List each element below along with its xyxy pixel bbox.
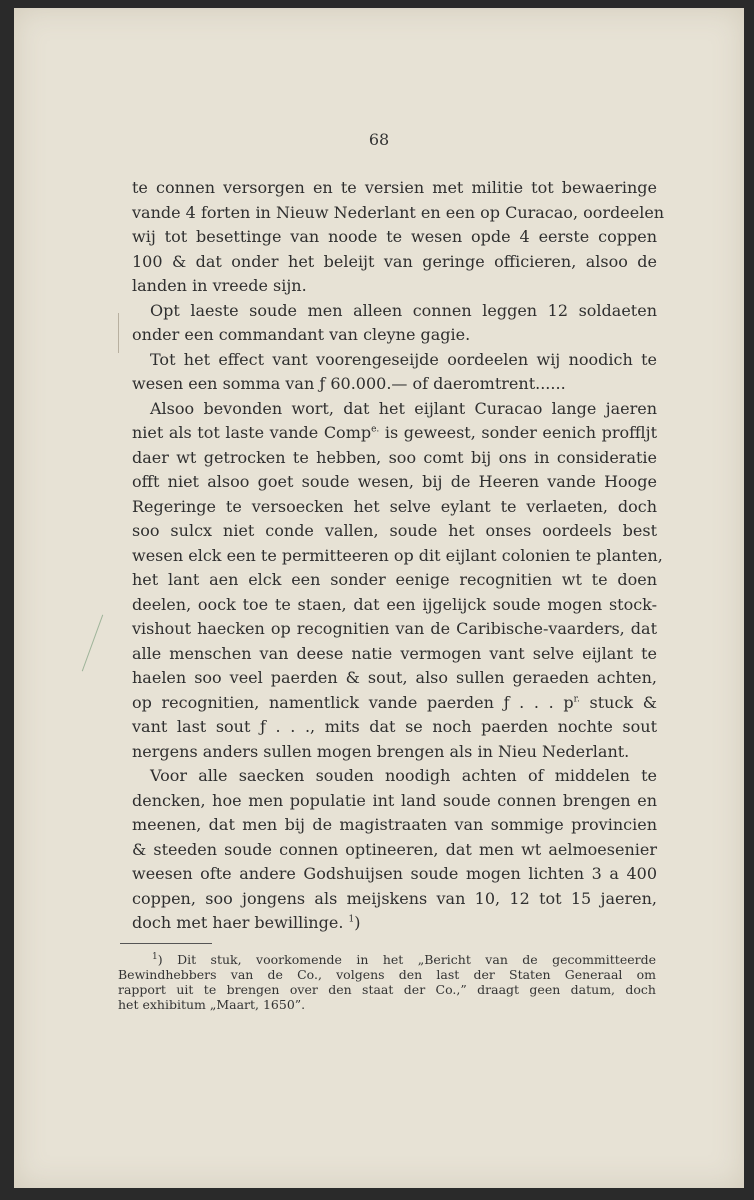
footnote-line: rapport uit te brengen over den staat der Co.,” draagt geen datum, doch — [118, 982, 656, 997]
text-line-pr — [132, 691, 657, 716]
text-line: Opt laeste soude men alleen connen leggen 12 soldaeten — [150, 300, 657, 320]
footnote-ref[interactable]: 1 — [348, 914, 355, 925]
document-page — [14, 8, 744, 1188]
superscript: r. — [573, 694, 580, 705]
footnote-marker: 1 — [152, 951, 158, 962]
footnote-line: het exhibitum „Maart, 1650”. — [118, 997, 306, 1012]
footnote-marker-paren: ) — [157, 952, 163, 967]
text-line: coppen, soo jongens als meijskens van 10, 12 tot 15 jaeren, — [132, 888, 657, 908]
text-line: landen in vreede sijn. — [132, 276, 307, 295]
footnote-line — [118, 952, 656, 967]
text-line-last — [132, 911, 657, 936]
footnote — [118, 952, 656, 1012]
text-line: wesen elck een te permitteeren op dit eijlant colonien te planten, — [132, 545, 663, 565]
text-fragment: stuck & — [579, 692, 658, 712]
text-line: nergens anders sullen mogen brengen als in Nieu Nederlant. — [132, 741, 630, 761]
margin-pencil-mark — [118, 313, 119, 353]
text-line: vant last sout ƒ . . ., mits dat se noch paerden nochte sout — [132, 717, 657, 736]
text-line: alle menschen van deese natie vermogen vant selve eijlant te — [132, 643, 657, 663]
text-fragment: op recognitien, namentlick vande paerden ƒ . . . p — [132, 692, 574, 712]
text-line: te connen versorgen en te versien met militie tot bewaeringe — [132, 178, 657, 197]
text-line: het lant aen elck een sonder eenige recognitien wt te doen — [132, 570, 657, 589]
text-fragment: niet als tot laste vande Comp — [132, 423, 372, 442]
text-line: wij tot besettinge van noode te wesen opde 4 eerste coppen — [132, 227, 657, 246]
text-line: Regeringe te versoecken het selve eylant te verlaeten, doch — [132, 496, 657, 516]
text-fragment: Dit stuk, voorkomende in het „Bericht van de gecommitteerde — [162, 952, 656, 967]
body-text — [132, 176, 665, 936]
text-line: vande 4 forten in Nieuw Nederlant en een op Curacao, oordeelen — [132, 202, 665, 222]
footnote-divider — [120, 943, 212, 944]
text-line: Voor alle saecken souden noodigh achten of middelen te — [150, 766, 657, 785]
text-line: weesen ofte andere Godshuijsen soude mogen lichten 3 a 400 — [132, 864, 657, 883]
text-line: offt niet alsoo goet soude wesen, bij de Heeren vande Hooge — [132, 472, 657, 491]
text-line: vishout haecken op recognitien van de Caribische-vaarders, dat — [132, 619, 657, 638]
text-line: daer wt getrocken te hebben, soo comt bij ons in consideratie — [132, 447, 657, 467]
text-line: dencken, hoe men populatie int land soude connen brengen en — [132, 790, 657, 810]
footnote-line: Bewindhebbers van de Co., volgens den last der Staten Generaal om — [118, 967, 656, 982]
text-fragment: is geweest, sonder eenich profflјt — [379, 423, 657, 442]
text-line: wesen een somma van ƒ 60.000.— of daeromtrent...... — [132, 374, 566, 393]
text-line: meenen, dat men bij de magistraaten van sommige provincien — [132, 815, 657, 834]
text-line: onder een commandant van cleyne gagie. — [132, 325, 471, 344]
margin-pencil-mark-2 — [82, 615, 103, 672]
text-line: haelen soo veel paerden & sout, also sullen geraeden achten, — [132, 668, 657, 687]
text-line-comp — [132, 421, 657, 446]
superscript: e. — [371, 424, 380, 435]
page-number: 68 — [368, 130, 390, 149]
footnote-ref-paren: ) — [354, 913, 361, 932]
text-line: & steeden soude connen optineeren, dat men wt aelmoesenier — [132, 839, 657, 859]
text-line: Alsoo bevonden wort, dat het eijlant Curacao lange jaeren — [150, 398, 657, 418]
text-fragment: doch met haer bewillinge. — [132, 913, 349, 932]
text-line: 100 & dat onder het beleijt van geringe officieren, alsoo de — [132, 251, 657, 271]
text-line: soo sulcx niet conde vallen, soude het onses oordeels best — [132, 521, 657, 540]
text-line: deelen, oock toe te staen, dat een ijgelijck soude mogen stock- — [132, 594, 657, 614]
text-line: Tot het effect vant voorengeseijde oordeelen wij noodich te — [150, 349, 657, 369]
